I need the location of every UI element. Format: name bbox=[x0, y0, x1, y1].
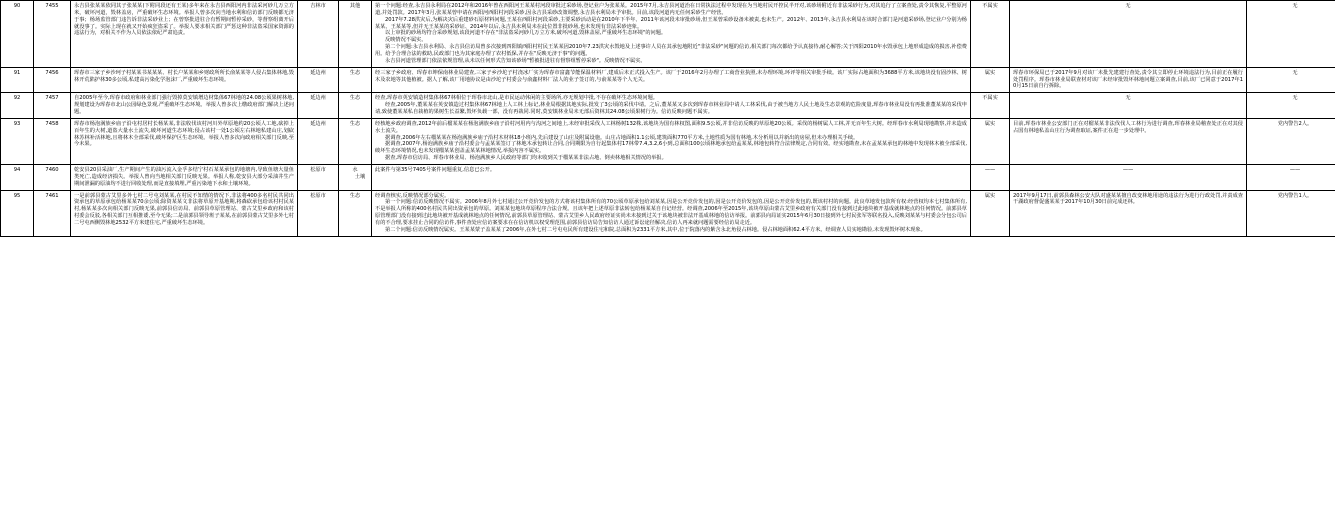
cell-accountability: 党内警告1人。 bbox=[1247, 190, 1335, 236]
cell-accountability: 无 bbox=[1247, 1, 1335, 68]
cell-region: 吉林市 bbox=[298, 1, 339, 68]
cell-case-code: 7456 bbox=[34, 67, 71, 93]
cell-pollution-type: 其他 bbox=[339, 1, 372, 68]
cell-region: 松原市 bbox=[298, 190, 339, 236]
cell-investigation-result: 经核地乡政府调查,2012年前后榴某某在杨泡满族乡庙子沿村河用内与沟河之间地上,未经审批采伐人工林杨树132株,该地块为国有林权图,面积9.5公顷,并非信访反映的草原地20公顷。采伐的杨树属人工林,并无百年生大树。经珲春市水利局现地勘察,并未造成水土流失。 据调查,2006年左右榴某某在杨泡满族乡庙子沿村木材林18小班内,先后建设了山庄及附属设施。山庄占地面积1.1公顷,建筑面积770平方米,土地性质为国有林地,木分析用以并新出的房屋,但未办理相关手续。 据调查,2007年,杨泡满族乡庙子沿村委会与孟某某签订了林地木承包转让合同,合同期限为自行起集体村17林带7.4,3.2,6小到,总面积100公顷林地承包给孟某某,林地包转符合法律规定,合同有效。经实地勘查,未在孟某某承包的林地中发现林木被全部采伐,破坏生态环境情况,也未发现榴某某创盖孟某某林地情况,举报内容不属实。 据查,珲春市信访局、珲春市林业局、杨泡满族乡人民政府等部门均未收到关于榴某某非法占地、倒卖林地相关情况的举报。 bbox=[372, 118, 971, 164]
cell-sequence-number: 92 bbox=[1, 93, 34, 119]
cell-pollution-type: 水 土壤 bbox=[339, 165, 372, 191]
cell-case-code: 7457 bbox=[34, 93, 71, 119]
cell-reported-issue: 珲春市杨泡满族乡庙子沿屯村居村长杨某某,非法收伐该村河川外草原地约20公顷人工地,砍掉上百年生的大树,道盗大量水土流失,破坏河道生态环境;侵占该村一处1公顷左右林地私建山庄,划砍林苏林补活林地,且将林木全部采伐,破坏保护区生态环境。举报人曾多次向政府相关部门反映,至今未果。 bbox=[71, 118, 298, 164]
cell-region: 延边州 bbox=[298, 67, 339, 93]
cell-verification-status: 不属实 bbox=[971, 93, 1010, 119]
cell-reported-issue: 珲春市三家子乡沙珂子村某某书某某某、村长户某某和乡财政所所长俞某某等人侵占集体林地,毁林开荒陷护林30多公顷,私建高污染化学泡沫厂,严重破坏生态环境。 bbox=[71, 67, 298, 93]
cell-region: 松原市 bbox=[298, 165, 339, 191]
cell-handling-action: 无 bbox=[1010, 1, 1247, 68]
cell-investigation-result: 经三家子乡政府、珲春市坤保南林业局建查,三家子乡沙坨子村浇冰厂实为珲春市富鑫节能保温材料厂,建成后未正式投入生产。该厂于2016年2月办理了工商营业执照,未办理环境,环评等相关审批手续。该厂实际占地面积为3688平方米,该地块没有固沙林、树木及农地等其他植被。据人了解,该厂用地协议是由沙坨子村委会与俞鑫材料厂法人的业子签订的,与俞某某等个人无关。 bbox=[372, 67, 971, 93]
cell-sequence-number: 93 bbox=[1, 118, 34, 164]
cell-case-code: 7458 bbox=[34, 118, 71, 164]
cell-accountability: 无 bbox=[1247, 67, 1335, 93]
cell-sequence-number: 94 bbox=[1, 165, 34, 191]
cell-investigation-result: 经查,珲春市英安镇造材集体林67林相位于珲春市北山,是市民运动休闲的主要场所,亦无规划中批,不存在破坏生态环境问题。 经查,2005年,董某某在英安镇造过村集休林67林地上人工林上标记,林业局根据其地实际,批发了3公顷的采伐中请。之后,董某某又多次到珲春市林业局中请人工林采伐,由于被当地方人民土地及生态景观的危险度量,珲春市林业局没有再批准董某某的采伐申请,致使董某某私自栽植的果树生长益繁,毁坏负载一部，没有再栽同.同时,莫安镇林业局未无部后资林其24.08公顷果树行为。信访反映问题不属实。 bbox=[372, 93, 971, 119]
cell-pollution-type: 生态 bbox=[339, 190, 372, 236]
cell-case-code: 7460 bbox=[34, 165, 71, 191]
cell-handling-action: —— bbox=[1010, 165, 1247, 191]
cell-accountability: 党内警告2人。 bbox=[1247, 118, 1335, 164]
cell-sequence-number: 95 bbox=[1, 190, 34, 236]
cell-investigation-result: 经调查核实,反映情况部分属实。 第一个问题:信访反映情况不属实。2006年8月外七村通过公开竞价发包的方式将该村集体所有的70公顷草原承包给刘某某,因是公开竞价发包的,因是公开竞价发包的,因是公开竞价发包的,既该村村的向题。此良草地发包款所有权:经营权均本七村集体所有,不是举报人所称的400名村民共同出资承包的草原。刘某某包地块草原程序合法合规。且该年把上述草原非法转包给杨某某自自记经营。经调查,2006年至2015年,该块草原由蒙古艾里乡政府有关部门没有接到过此地块被开基成就林地点的任何情况。前郭县草原管理部门没有接到过此地块被开基成就林地点的任何情况,前郭县草原管理站、蒙古艾里乡人民政府经证实尚未未接到过关于该地块被非法开基成林地的信访举报。前郭县向局证实2015年6月30日接到外七村民张军等联名投入,反映刘某某与村委会分包公司后有的不合理,要求挂止合同的信访件,事件查处应信访案要求在在信访机以权受理范围,前郭县信访局告知信访人通过诉讼途径解决,信访人再来就问题需要经信访局走近。 第二个问题:信访反映情况属实。王某某蒙子盖某某了2006年,在外七村二号屯屯民所有建设住宅和院,总面积为2331平方米,其中,位于院落内的紫含永北角侵占林地。侵占林地面积62.4平方米。经调查人员实地勘验,未发现毁坏树木现象。 bbox=[372, 190, 971, 236]
cell-case-code: 7455 bbox=[34, 1, 71, 68]
cell-verification-status: 属实 bbox=[971, 67, 1010, 93]
cell-sequence-number: 91 bbox=[1, 67, 34, 93]
cell-case-code: 7461 bbox=[34, 190, 71, 236]
cell-verification-status: 不属实 bbox=[971, 1, 1010, 68]
cell-accountability: 无 bbox=[1247, 93, 1335, 119]
cell-handling-action: 无 bbox=[1010, 93, 1247, 119]
table-row bbox=[1, 67, 1335, 93]
cell-pollution-type: 生态 bbox=[339, 67, 372, 93]
cell-reported-issue: 永吉县张某某依同其子张某某(下附同段还有王某)多年来在永吉县西阳河内非法采河砂几万立方米，破坏河道，毁林盖房，严重破坏生态环境。举报人曾多次向当地水利和信访部门反映都无济于事；杨场监管部门违告诉非法采砂业上；在曾察批进驻合有暂期间暂停采砂，等督察组离开后就没事了。实际上现在就又开始疯狂盗采了。举报人要求相关部门严惩这种非法盗采国家资源的违法行为，对相关不作为人员依法依纪严肃追责。 bbox=[71, 1, 298, 68]
cell-pollution-type: 生态 bbox=[339, 118, 372, 164]
cell-sequence-number: 90 bbox=[1, 1, 34, 68]
cell-handling-action: 目前,珲春市林业公安部门正在对榴某某非法伐伐人工林行为进行调查,珲春林业局稽查处正在对其侵占国有林地私盖山庄行为调查取证,案件正在进一步处理中。 bbox=[1010, 118, 1247, 164]
cell-region: 延边州 bbox=[298, 93, 339, 119]
table-row bbox=[1, 1, 1335, 68]
cell-pollution-type: 生态 bbox=[339, 93, 372, 119]
table-row bbox=[1, 190, 1335, 236]
cell-handling-action: 珲春市环保局已于2017年9月对该厂未批先建建行查处,责令其立即停止环境违法行为,目前正在履行处罚程序。珲春市林业局联查材对该厂未经审批毁坏林地问题立案调查,目前,该厂已同意于2017年10月15日前自行拆除。 bbox=[1010, 67, 1247, 93]
table-row bbox=[1, 165, 1335, 191]
cell-reported-issue: 一是前郭县蒙古艾里多外七村二号屯刘某某,在村民不知情的情况下,非法将400多名村民共同出资承包的草原承包给杨某某70余公顷;除资某某文非法将草原开基地期,将森砍承包给该村村民某村,杨某某多次向相关部门反映无果,前郭县信访局、前郭县草原管理站、蒙古艾里乡政府和该村村委会反驳,各相关部门互相推诿,至今无果;二是前郭县领导班子某某,在前郭县蒙古艾里多外七村二号屯西侧毁林地2532平方米建住宅,严重破坏生态环境。 bbox=[71, 190, 298, 236]
cell-verification-status: 属实 bbox=[971, 118, 1010, 164]
cell-region: 延边州 bbox=[298, 118, 339, 164]
cell-reported-issue: 自2005年至今,珲春市政府和林业部门强行毁掉莫安镇增边材集体67林地的24.08公顷果树林地,规划建设为珲春市北山公园绿色景观,严重破坏生态环境。举报人曾多次上缴政府部门解决上述问题。 bbox=[71, 93, 298, 119]
cell-verification-status: —— bbox=[971, 165, 1010, 191]
cell-reported-issue: 乾安县20县采油厂,生产期间产生的油污流入金孚多结宁村石某某承包的地塘内,导致鱼塘大量鱼类死亡,造成经济损失。举报人曾向当地相关部门反映无果。举报人称,乾安县大部分采油井生产期间泄漏的原油均不进行回收处理,而是直接填埋,严重污染地下水和土壤环境。 bbox=[71, 165, 298, 191]
cell-verification-status: 属实 bbox=[971, 190, 1010, 236]
cell-handling-action: 2017年9月17日,前郭县森林公安大队对盛某某擅自改变林地用途的违法行为进行行政处罚,并责成查干湖政府督促盛某某于2017年10月30日前完成还林。 bbox=[1010, 190, 1247, 236]
table-row bbox=[1, 118, 1335, 164]
cell-investigation-result: 此案件与第35号7405号案件问题重复,信息已公开。 bbox=[372, 165, 971, 191]
inspection-report-table bbox=[0, 0, 1335, 237]
cell-investigation-result: 第一个问题:经查,永吉县永利局在2012年和2016年曾在西阳河王某某村河段审批过采砂场,登记业户为张某某。2015年7月,永吉县河道治在日常执法过程中发现在为当地村民开控民半开对,该砂场附近有非法采砂行为,对其追行了立案查处,责令其恢复,平整原河道,并处罚款。2017年3月,张某某曾申请在西阳河西阳村河段采砂,因永吉县采砂改策调整,永吉县水利局未予审批。目前,该段河道内无任何采砂生产经营。 2017年7.28洪灾后,为解决灾后重建砂石原材料问题,王某在西阳村河段采砂,主要采砂活动是在2010年下半年、2011年该河段未审批砂场,但王某曾采砂设备未被责,也未生产。2012年、2013年,永吉县水利局在该时合部门是河道采砂场,登记业户分别为杨某某、王某某等,但并无王某某的采砂证、2014年以后,永吉县未利局未在此位置非批砂场,也未发现有非法采砂迹象。 以上审批的砂场均符合采砂规划,该段河道不存在"非法盗采河砂几万立方米,破坏河道,毁林盖屋,严重破坏生态环境"的问题。 反映情况不属实。 第二个问题:永吉县水利局、永吉县信访局曾多次接到四阳镇西阳村村民王某某因2010年7.23洪灾水毁地及上述事许人员在其承包地附近"非法采砂"问题的信访,相关部门每次都给予认真接待,耐心解答;关于四阳2010年水毁承包上地形成造成的损害,补偿费用。给予合理合法的救助,民政部门也为其家庭办理了农村低保,并存在"反映无济于事"的问题。 永吉县河道管理部门依法依规管理,从未以任何形式告知该砂场"暂被批进驻有督察组暂停采砂"。反映情况不属实。 bbox=[372, 1, 971, 68]
cell-accountability: —— bbox=[1247, 165, 1335, 191]
table-row bbox=[1, 93, 1335, 119]
